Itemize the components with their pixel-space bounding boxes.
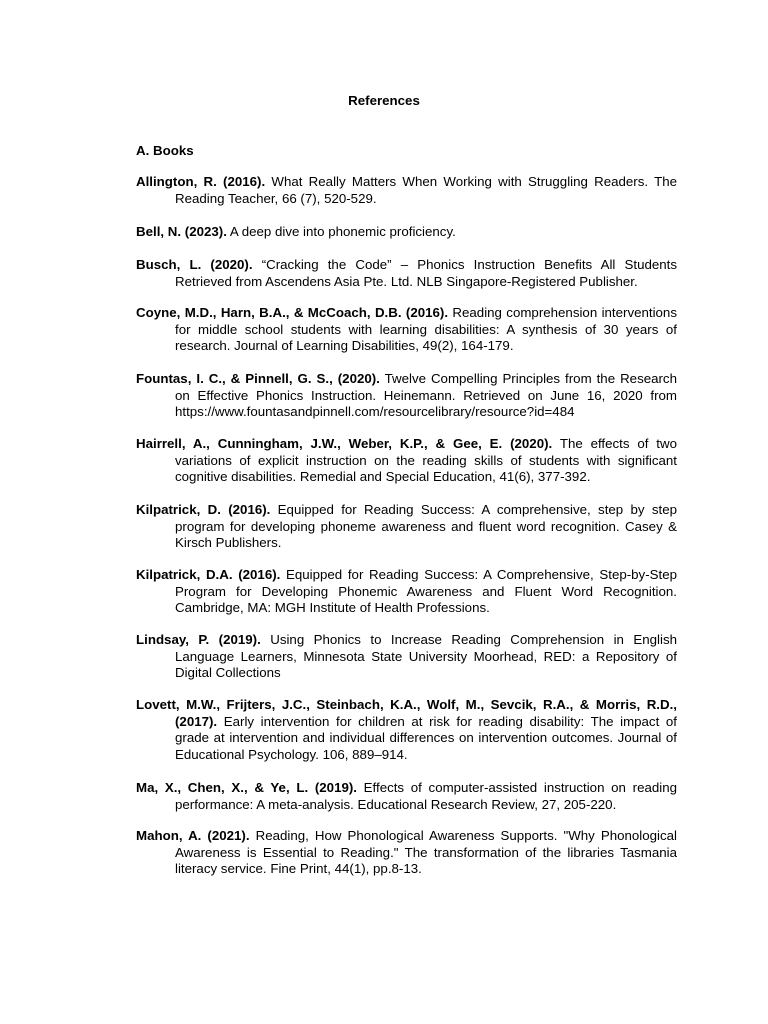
reference-author: Lindsay, P. (2019).	[136, 632, 261, 647]
reference-author: Fountas, I. C., & Pinnell, G. S., (2020).	[136, 371, 380, 386]
reference-author: Ma, X., Chen, X., & Ye, L. (2019).	[136, 780, 357, 795]
reference-text: Equipped for Reading Success: A comprehensive, step by step program for developing phoneme awareness and fluent word recognition. Casey & Kirsch Publishers.	[175, 502, 677, 550]
reference-text: The effects of two variations of explicit instruction on the reading skills of students with significant cognitive disabilities. Remedial and Special Education, 41(6), 377-392.	[175, 436, 677, 484]
reference-author: Kilpatrick, D.A. (2016).	[136, 567, 281, 582]
reference-entry	[136, 371, 677, 421]
reference-entry	[136, 257, 677, 290]
reference-entry	[136, 305, 677, 355]
reference-author: Mahon, A. (2021).	[136, 828, 250, 843]
reference-author: Allington, R. (2016).	[136, 174, 266, 189]
section-heading-books: A. Books	[136, 143, 194, 158]
reference-entry	[136, 174, 677, 207]
reference-text: Twelve Compelling Principles from the Research on Effective Phonics Instruction. Heinemann. Retrieved on June 16, 2020 from https://www.fountasandpinnell.com/resourcelibrary/resource?id=484	[175, 371, 677, 419]
reference-text: A deep dive into phonemic proficiency.	[226, 224, 456, 239]
reference-entry	[136, 780, 677, 813]
reference-entry	[136, 828, 677, 878]
reference-author: Kilpatrick, D. (2016).	[136, 502, 271, 517]
reference-text: Reading comprehension interventions for middle school students with learning disabilities: A synthesis of 30 years of research. Journal of Learning Disabilities, 49(2), 164-179.	[175, 305, 677, 353]
reference-entry	[136, 567, 677, 617]
reference-text: Reading, How Phonological Awareness Supports. "Why Phonological Awareness is Essential to Reading." The transformation of the libraries Tasmania literacy service. Fine Print, 44(1), pp.8-13.	[175, 828, 678, 876]
reference-entry	[136, 502, 677, 552]
reference-entry	[136, 436, 677, 486]
reference-author: Hairrell, A., Cunningham, J.W., Weber, K.P., & Gee, E. (2020).	[136, 436, 553, 451]
reference-author: Bell, N. (2023).	[136, 224, 227, 239]
reference-author: Coyne, M.D., Harn, B.A., & McCoach, D.B. (2016).	[136, 305, 449, 320]
reference-text: Early intervention for children at risk for reading disability: The impact of grade at intervention and individual differences on intervention outcomes. Journal of Educational Psychology. 106, 889–914.	[175, 713, 677, 762]
reference-text: “Cracking the Code” – Phonics Instruction Benefits All Students Retrieved from Ascendens Asia Pte. Ltd. NLB Singapore-Registered Publisher.	[175, 257, 677, 289]
reference-entry	[136, 697, 677, 763]
reference-text: What Really Matters When Working with Struggling Readers. The Reading Teacher, 66 (7), 520-529.	[175, 174, 677, 206]
reference-text: Using Phonics to Increase Reading Comprehension in English Language Learners, Minnesota State University Moorhead, RED: a Repository of Digital Collections	[175, 632, 677, 680]
reference-text: Effects of computer-assisted instruction on reading performance: A meta-analysis. Educational Research Review, 27, 205-220.	[175, 780, 677, 812]
reference-entry	[136, 224, 677, 241]
reference-author: Lovett, M.W., Frijters, J.C., Steinbach, K.A., Wolf, M., Sevcik, R.A., & Morris, R.D., (2017).	[136, 697, 677, 729]
page-title: References	[348, 93, 420, 108]
reference-text: Equipped for Reading Success: A Comprehensive, Step-by-Step Program for Developing Phonemic Awareness and Fluent Word Recognition. Cambridge, MA: MGH Institute of Health Professions.	[175, 567, 677, 615]
reference-author: Busch, L. (2020).	[136, 257, 253, 272]
reference-entry	[136, 632, 677, 682]
